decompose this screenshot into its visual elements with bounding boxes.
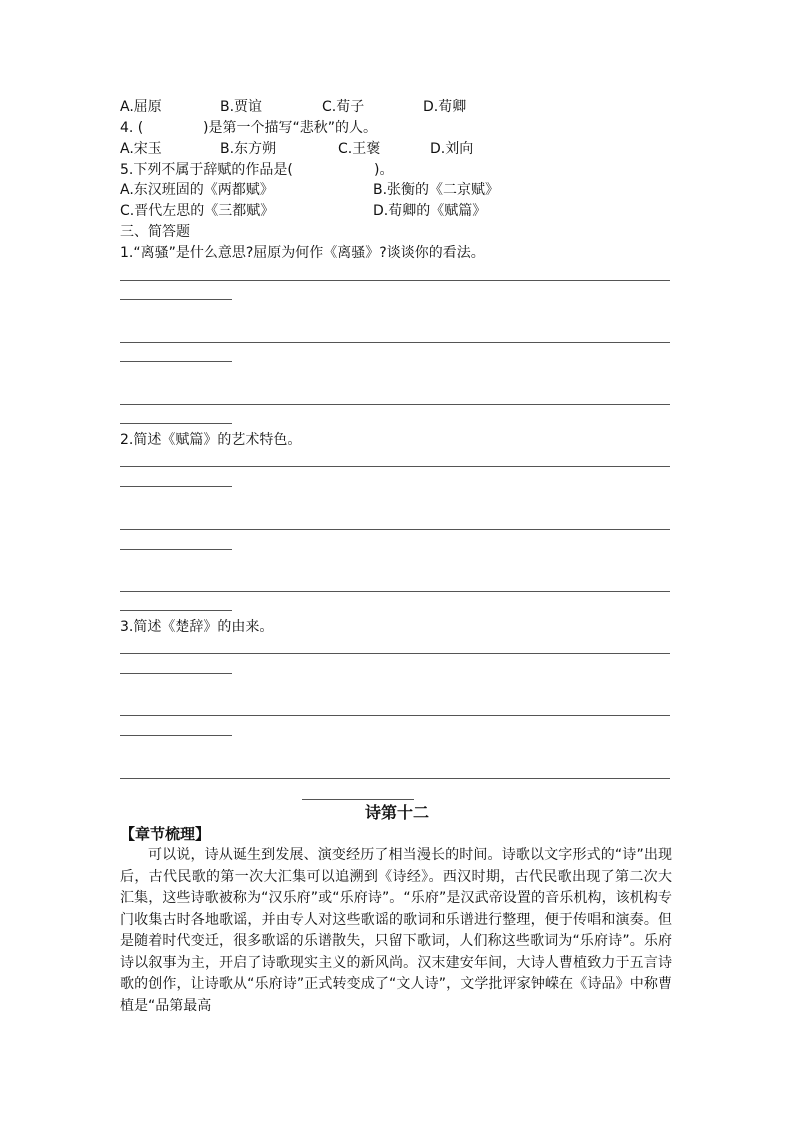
answer-line[interactable] bbox=[120, 610, 232, 611]
answer-line[interactable] bbox=[120, 466, 670, 467]
short-question-1: 1.“离骚”是什么意思?屈原为何作《离骚》?谈谈你的看法。 bbox=[120, 245, 485, 261]
q4-prefix: 4. ( bbox=[120, 120, 144, 136]
section-heading: 三、简答题 bbox=[120, 224, 190, 240]
answer-line[interactable] bbox=[120, 361, 232, 362]
q5-option-d: D.荀卿的《赋篇》 bbox=[373, 203, 487, 219]
q4-option-c: C.王褒 bbox=[338, 141, 381, 157]
q5-option-b: B.张衡的《二京赋》 bbox=[373, 182, 500, 198]
answer-line[interactable] bbox=[120, 778, 670, 779]
q5-option-c: C.晋代左思的《三都赋》 bbox=[120, 203, 275, 219]
q3-option-d: D.荀卿 bbox=[423, 99, 467, 115]
q3-option-c: C.荀子 bbox=[322, 99, 365, 115]
q4-option-a: A.宋玉 bbox=[120, 141, 162, 157]
short-question-2: 2.简述《赋篇》的艺术特色。 bbox=[120, 432, 302, 448]
answer-line[interactable] bbox=[120, 486, 232, 487]
q3-option-a: A.屈原 bbox=[120, 99, 162, 115]
answer-line[interactable] bbox=[120, 299, 232, 300]
q4-stem: )是第一个描写“悲秋”的人。 bbox=[203, 120, 377, 136]
chapter-title: 诗第十二 bbox=[364, 803, 429, 822]
answer-line[interactable] bbox=[120, 280, 670, 281]
answer-line[interactable] bbox=[120, 342, 670, 343]
q5-option-a: A.东汉班固的《两都赋》 bbox=[120, 182, 274, 198]
answer-line[interactable] bbox=[120, 404, 670, 405]
answer-line[interactable] bbox=[120, 591, 670, 592]
answer-line[interactable] bbox=[120, 673, 232, 674]
title-rule bbox=[302, 799, 414, 800]
answer-line[interactable] bbox=[120, 735, 232, 736]
section-label: 【章节梳理】 bbox=[120, 825, 211, 843]
q3-option-b: B.贾谊 bbox=[220, 99, 263, 115]
q4-option-b: B.东方朔 bbox=[220, 141, 277, 157]
answer-line[interactable] bbox=[120, 529, 670, 530]
q4-option-d: D.刘向 bbox=[430, 141, 474, 157]
short-question-3: 3.简述《楚辞》的由来。 bbox=[120, 619, 274, 635]
q5-prefix: 5.下列不属于辞赋的作品是( bbox=[120, 162, 293, 178]
answer-line[interactable] bbox=[120, 423, 232, 424]
answer-line[interactable] bbox=[120, 653, 670, 654]
answer-line[interactable] bbox=[120, 549, 232, 550]
answer-line[interactable] bbox=[120, 715, 670, 716]
q5-suffix: )。 bbox=[374, 162, 394, 178]
body-paragraph: 可以说，诗从诞生到发展、演变经历了相当漫长的时间。诗歌以文字形式的“诗”出现后，古代民歌的第一次大汇集可以追溯到《诗经》。西汉时期，古代民歌出现了第二次大汇集，这些诗歌被称为“汉乐府”或“乐府诗”。“乐府”是汉武帝设置的音乐机构，该机构专门收集古时各地歌谣，并由专人对这些歌谣的歌词和乐谱进行整理，便于传唱和演奏。但是随着时代变迁，很多歌谣的乐谱散失，只留下歌词，人们称这些歌词为“乐府诗”。乐府诗以叙事为主，开启了诗歌现实主义的新风尚。汉末建安年间，大诗人曹植致力于五言诗歌的创作，让诗歌从“乐府诗”正式转变成了“文人诗”，文学批评家钟嵘在《诗品》中称曹植是“品第最高 bbox=[120, 847, 672, 1014]
